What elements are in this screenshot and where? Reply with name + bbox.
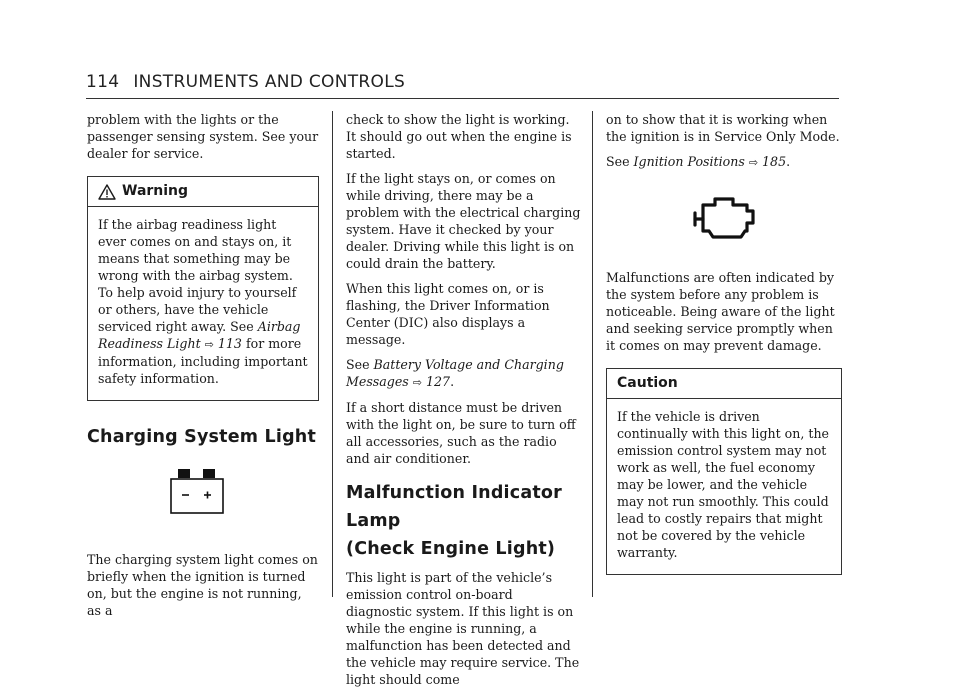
airbag-readiness-link[interactable]: Airbag Readiness Light (98, 319, 301, 351)
column-3 (606, 111, 842, 575)
caution-body (607, 399, 841, 574)
section-title-header: INSTRUMENTS AND CONTROLS (133, 72, 406, 92)
page-ref-arrow-icon: ⇨ (204, 338, 214, 351)
page-ref-arrow-icon: ⇨ (748, 156, 759, 169)
page-ref-arrow-icon: ⇨ (412, 376, 422, 389)
paragraph: If a short distance must be driven with the light on, be sure to turn off all accessories, such as the radio and air conditioner. (346, 400, 576, 466)
caution-text: If the vehicle is driven continually with this light on, the emission control system may not work as well, the fuel economy may be lower, and the vehicle may not run smoothly. This could lead to costly repairs that might not be covered by the vehicle warranty. (617, 409, 830, 560)
page-header (86, 72, 839, 92)
warning-box (87, 176, 319, 401)
check-engine-icon (689, 193, 759, 241)
column-divider (592, 111, 593, 597)
page-ref[interactable]: 185 (762, 154, 787, 169)
paragraph: If the light stays on, or comes on while driving, there may be a problem with the electrical charging system. Have it checked by your dealer. Driving while this light is on could drain the battery. (346, 171, 581, 271)
intro-paragraph: problem with the lights or the passenger sensing system. See your dealer for service. (87, 112, 319, 161)
warning-text: If the airbag readiness light ever comes on and stays on, it means that something may be wrong with the airbag system. To help avoid injury to yourself or others, have the vehicle serviced right away. See (98, 217, 297, 334)
paragraph: When this light comes on, or is flashing, the Driver Information Center (DIC) also displays a message. (346, 281, 550, 347)
heading-line-2: (Check Engine Light) (346, 539, 556, 559)
caution-box (606, 368, 842, 575)
malfunction-indicator-heading (346, 479, 582, 563)
header-rule (86, 98, 839, 99)
battery-voltage-link[interactable]: Battery Voltage and Charging Messages (346, 357, 564, 389)
battery-icon-wrap (87, 469, 319, 529)
ignition-positions-link[interactable]: Ignition Positions (633, 154, 745, 169)
page-number: 114 (86, 72, 120, 92)
warning-title: Warning (122, 183, 189, 199)
warning-text-end: for more information, including important safety information. (98, 336, 308, 386)
page-ref[interactable]: 127 (426, 374, 451, 389)
page-ref[interactable]: 113 (217, 336, 242, 351)
warning-header (88, 177, 318, 207)
caution-header (607, 369, 841, 399)
charging-paragraph: The charging system light comes on briefly when the ignition is turned on, but the engine is not running, as a (87, 552, 318, 618)
see-reference-paragraph: See Battery Voltage and Charging Messages ⇨ 127. (346, 357, 564, 389)
caution-title: Caution (617, 375, 678, 391)
engine-icon-wrap (606, 193, 842, 241)
warning-triangle-icon (98, 184, 116, 200)
column-2 (346, 111, 582, 696)
see-reference-paragraph: See Ignition Positions ⇨ 185. (606, 154, 791, 169)
heading-line-1: Malfunction Indicator Lamp (346, 483, 562, 531)
column-1 (87, 111, 319, 627)
charging-system-heading: Charging System Light (87, 427, 317, 447)
column-divider (332, 111, 333, 597)
paragraph: check to show the light is working. It should go out when the engine is started. (346, 112, 572, 161)
battery-icon (170, 469, 236, 529)
warning-body (88, 207, 318, 400)
paragraph: This light is part of the vehicle’s emission control on-board diagnostic system. If this light is on while the engine is running, a malfunction has been detected and the vehicle may require service. The light should come (346, 570, 580, 687)
paragraph: Malfunctions are often indicated by the system before any problem is noticeable. Being aware of the light and seeking service promptly when it comes on may prevent damage. (606, 270, 835, 353)
paragraph: on to show that it is working when the ignition is in Service Only Mode. (606, 112, 840, 144)
